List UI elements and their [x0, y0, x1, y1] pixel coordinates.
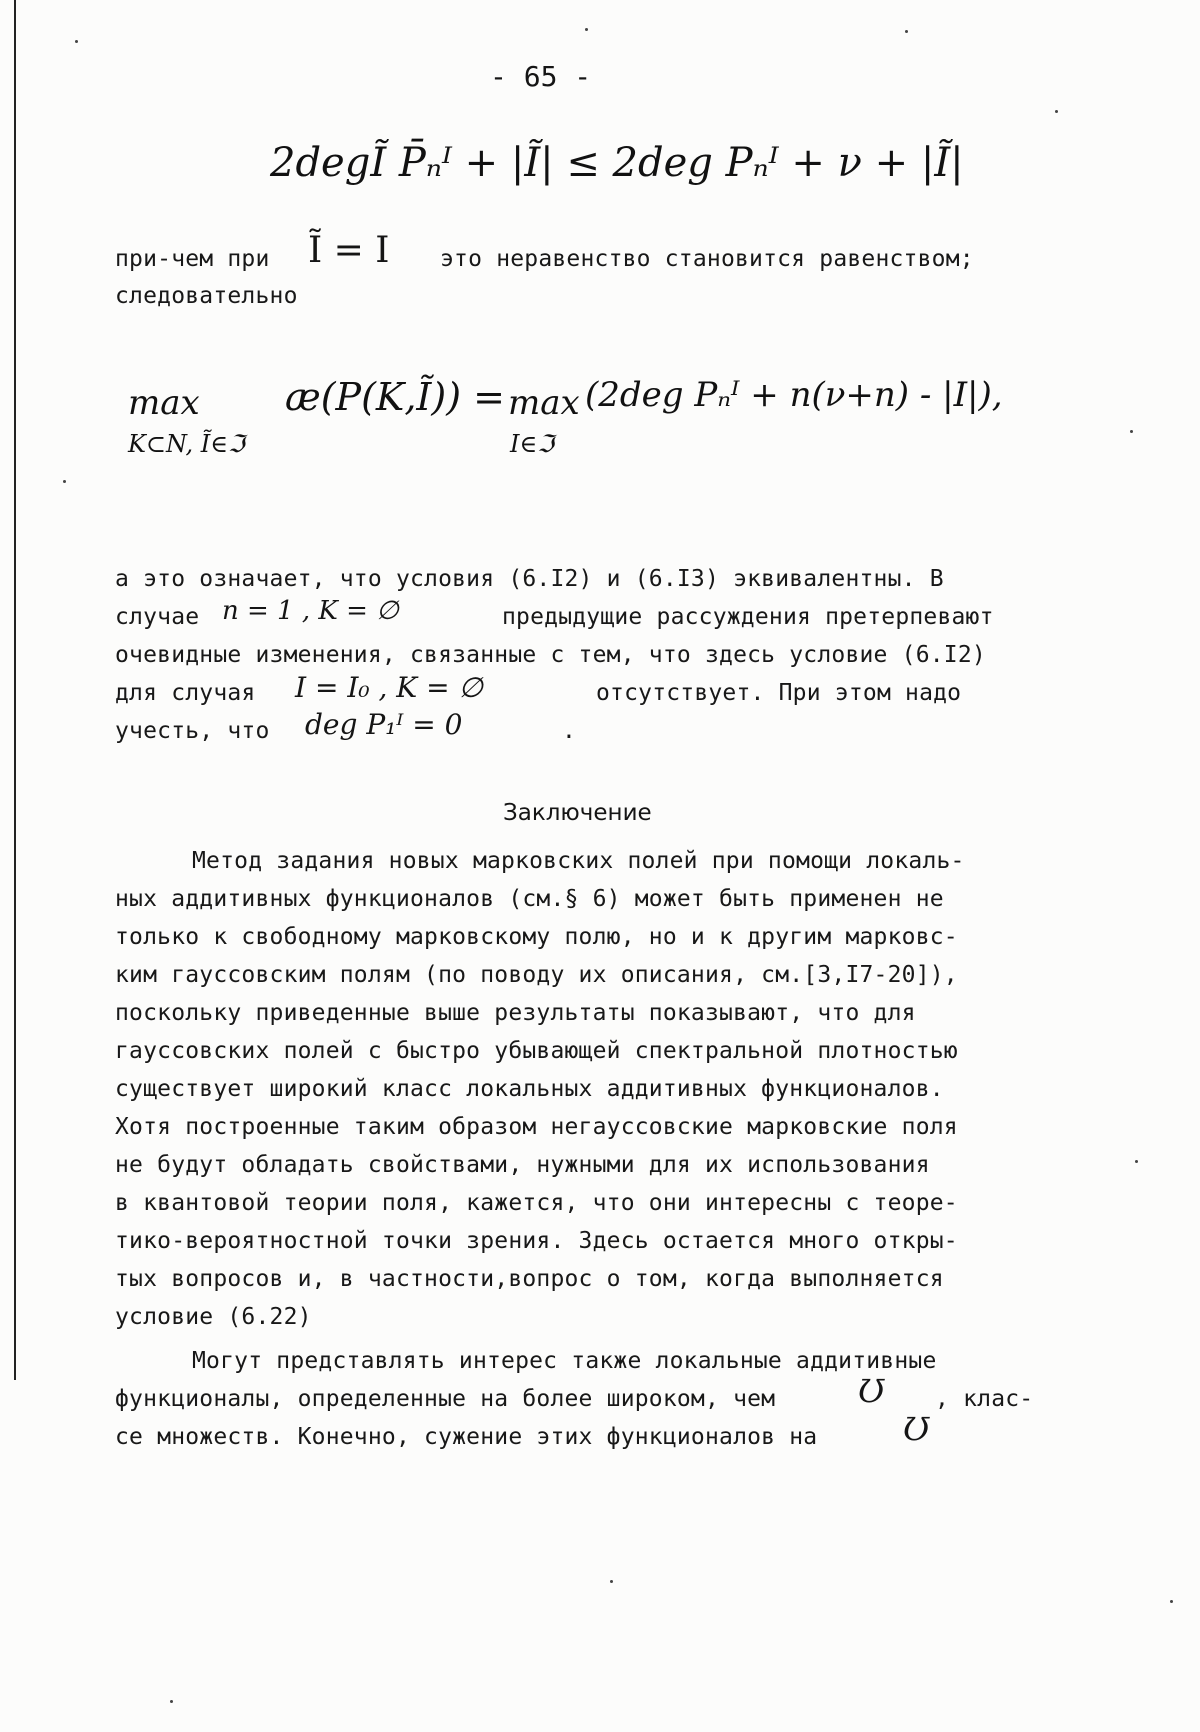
formula-max-rhs: max — [508, 383, 580, 423]
para1-line1-text-b: это неравенство становится равенством; — [440, 246, 974, 272]
conclusion-line: гауссовских полей с быстро убывающей спектральной плотностью — [115, 1038, 958, 1064]
para2-line2-a: случае — [115, 604, 200, 630]
scan-speck — [905, 30, 908, 33]
scan-speck — [1130, 430, 1133, 433]
para1-line1-text-a: при-чем при — [115, 246, 270, 272]
para1-inline-math: Ĩ = I — [308, 230, 390, 271]
scan-speck — [170, 1700, 173, 1703]
scan-speck — [1055, 110, 1058, 113]
para2-line5-math: deg P₁ᴵ = 0 — [305, 708, 463, 741]
conclusion-p2-line2-math: Ʊ — [858, 1372, 885, 1410]
formula-lhs-expression: æ(P(K,Ĩ)) = — [285, 375, 505, 419]
formula-max-lhs-word: max — [128, 383, 200, 423]
formula-max-rhs-subscript: I∈ℑ — [510, 430, 554, 458]
formula-max-lhs — [128, 383, 200, 423]
para1-line1 — [115, 240, 270, 278]
para2-line4-a: для случая — [115, 680, 256, 706]
conclusion-line: условие (6.22) — [115, 1304, 312, 1330]
para2-line3: очевидные изменения, связанные с тем, что здесь условие (6.I2) — [115, 642, 986, 668]
para2-line4-b: отсутствует. При этом надо — [596, 680, 962, 706]
formula-max-lhs-subscript: K⊂N, Ĩ∈ℑ — [128, 430, 245, 458]
conclusion-line: существует широкий класс локальных аддитивных функционалов. — [115, 1076, 944, 1102]
para2-line5-period: . — [562, 718, 577, 744]
para1-line2: следовательно — [115, 283, 298, 309]
conclusion-p2-line3-a: се множеств. Конечно, сужение этих функционалов на — [115, 1424, 818, 1450]
conclusion-line: тико-вероятностной точки зрения. Здесь остается много откры- — [115, 1228, 958, 1254]
para2-line2-b: предыдущие рассуждения претерпевают — [502, 604, 994, 630]
para2-line5-a: учесть, что — [115, 718, 270, 744]
para2-line2-math: n = 1 , K = ∅ — [222, 596, 399, 626]
scan-speck — [585, 28, 588, 31]
conclusion-line: Метод задания новых марковских полей при помощи локаль- — [192, 848, 965, 874]
scan-speck — [1170, 1600, 1173, 1603]
conclusion-p2-line2-a: функционалы, определенные на более широком, чем — [115, 1386, 776, 1412]
conclusion-line: ных аддитивных функционалов (см.§ 6) может быть применен не — [115, 886, 944, 912]
conclusion-p2-line2-b: , клас- — [935, 1386, 1034, 1412]
scan-speck — [1135, 1160, 1138, 1163]
scan-speck — [75, 40, 78, 43]
formula-inequality — [270, 140, 964, 186]
scan-speck — [610, 1580, 613, 1583]
conclusion-line: только к свободному марковскому полю, но и к другим марковс- — [115, 924, 958, 950]
para2-line4-math: I = I₀ , K = ∅ — [295, 671, 483, 704]
scan-margin-line — [14, 0, 16, 1380]
conclusion-line: не будут обладать свойствами, нужными для их использования — [115, 1152, 930, 1178]
conclusion-line: в квантовой теории поля, кажется, что они интересны с теоре- — [115, 1190, 958, 1216]
para1-line1-continued — [440, 240, 974, 278]
para2-line1: а это означает, что условия (6.I2) и (6.I3) эквивалентны. В — [115, 566, 944, 592]
conclusion-p2-line1: Могут представлять интерес также локальные аддитивные — [192, 1348, 937, 1374]
conclusion-line: тых вопросов и, в частности,вопрос о том, когда выполняется — [115, 1266, 944, 1292]
section-heading-conclusion: Заключение — [503, 800, 652, 826]
formula-inequality-text: 2degĨ P̄ₙᴵ + |Ĩ| ≤ 2deg Pₙᴵ + ν + |Ĩ| — [270, 140, 964, 186]
conclusion-line: поскольку приведенные выше результаты показывают, что для — [115, 1000, 916, 1026]
conclusion-line: ким гауссовским полям (по поводу их описания, см.[3,I7-20]), — [115, 962, 958, 988]
conclusion-p2-line3-math: Ʊ — [903, 1410, 930, 1448]
page-number: - 65 - — [490, 60, 592, 93]
formula-rhs-expression: (2deg Pₙᴵ + n(ν+n) - |I|), — [585, 375, 1003, 415]
scan-speck — [63, 480, 66, 483]
conclusion-line: Хотя построенные таким образом негауссовские марковские поля — [115, 1114, 958, 1140]
